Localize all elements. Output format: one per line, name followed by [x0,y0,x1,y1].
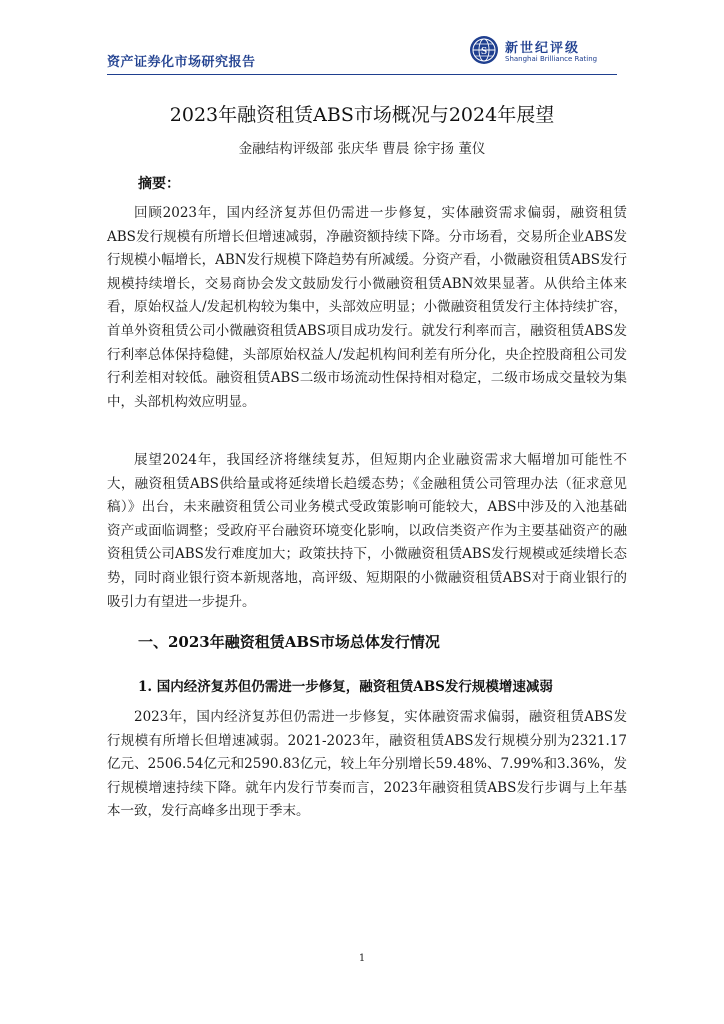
section-heading: 一、2023年融资租赁ABS市场总体发行情况 [138,633,440,651]
brilliance-rating-logo [469,34,609,68]
page-number: 1 [358,953,366,964]
subsection-heading: 1. 国内经济复苏但仍需进一步修复，融资租赁ABS发行规模增速减弱 [138,679,553,695]
svg-text:S: S [480,45,488,57]
abstract-paragraph-outlook: 展望2024年，我国经济将继续复苏，但短期内企业融资需求大幅增加可能性不大，融资租赁ABS供给量或将延续增长趋缓态势；《金融租赁公司管理办法（征求意见稿）》出台，未来融资租赁公司业务模式受政策影响可能较大，ABS中涉及的入池基础资产或面临调整；受政府平台融资环境变化影响，以政信类资产作为主要基础资产的融资租赁公司ABS发行难度加大；政策扶持下，小微融资租赁ABS发行规模或延续增长态势，同时商业银行资本新规落地，高评级、短期限的小微融资租赁ABS对于商业银行的吸引力有望进一步提升。 [107,452,627,610]
report-series-title: 资产证券化市场研究报告 [107,55,256,70]
globe-logo-icon [469,35,499,65]
author-line: 金融结构评级部 张庆华 曹晨 徐宇扬 董仪 [238,141,486,157]
page-header [107,34,617,75]
document-title: 2023年融资租赁ABS市场概况与2024年展望 [169,104,555,126]
abstract-paragraph-review: 回顾2023年，国内经济复苏但仍需进一步修复，实体融资需求偏弱，融资租赁ABS发行规模有所增长但增速减弱，净融资额持续下降。分市场看，交易所企业ABS发行规模小幅增长，ABN发行规模下降趋势有所减缓。分资产看，小微融资租赁ABS发行规模持续增长，交易商协会发文鼓励发行小微融资租赁ABN效果显著。从供给主体来看，原始权益人/发起机构较为集中，头部效应明显；小微融资租赁发行主体持续扩容，首单外资租赁公司小微融资租赁ABS项目成功发行。就发行利率而言，融资租赁ABS发行利率总体保持稳健，头部原始权益人/发起机构间利差有所分化，央企控股商租公司发行利差相对较低。融资租赁ABS二级市场流动性保持相对稳定，二级市场成交量较为集中，头部机构效应明显。 [107,205,627,410]
body-paragraph: 2023年，国内经济复苏但仍需进一步修复，实体融资需求偏弱，融资租赁ABS发行规模有所增长但增速减弱。2021-2023年，融资租赁ABS发行规模分别为2321.17亿元、2506.54亿元和2590.83亿元，较上年分别增长59.48%、7.99%和3.36%，发行规模增速持续下降。就年内发行节奏而言，2023年融资租赁ABS发行步调与上年基本一致，发行高峰多出现于季末。 [107,709,627,820]
logo-english-name: Shanghai Brilliance Rating [505,55,598,63]
abstract-label: 摘要： [138,176,180,192]
logo-chinese-name: 新世纪评级 [505,41,581,56]
